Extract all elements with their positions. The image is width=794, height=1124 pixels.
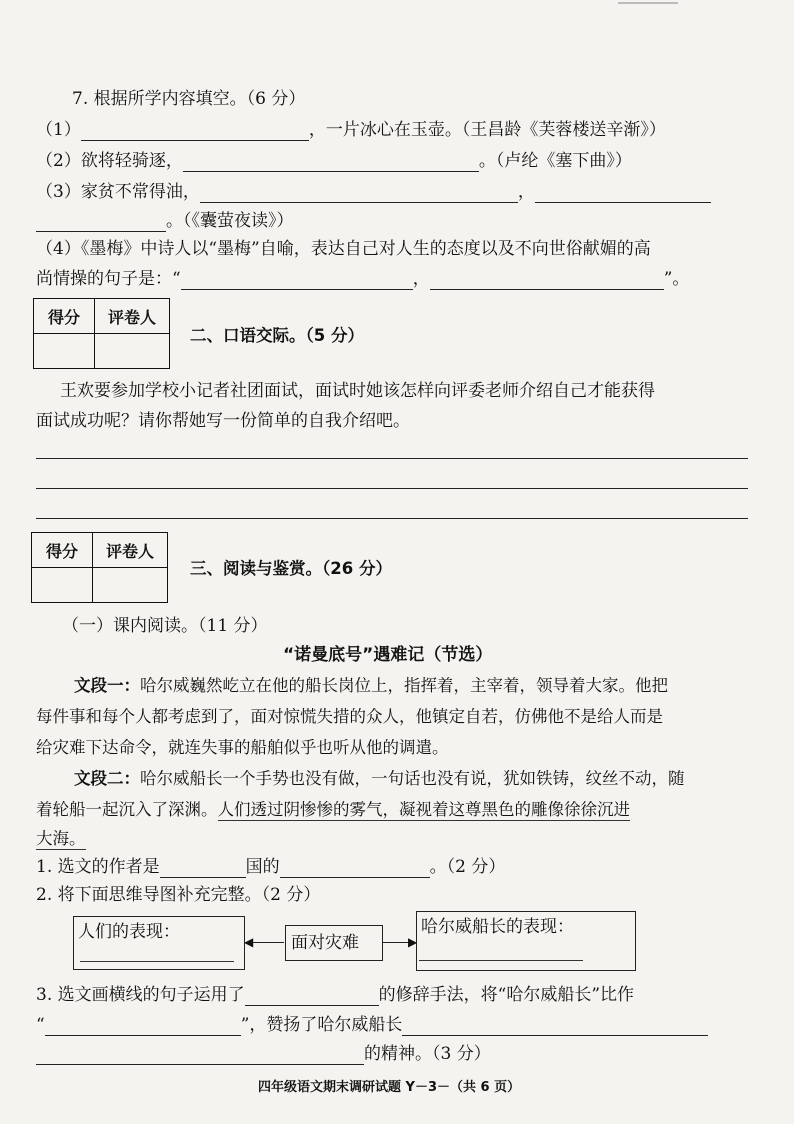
- s3-q3-line2: [36, 1014, 708, 1036]
- answer-blank[interactable]: [430, 271, 664, 290]
- q7-title: 7. 根据所学内容填空。（6 分）: [72, 89, 306, 109]
- passage2-line1: [74, 768, 685, 790]
- s3-q1-mid: 国的: [245, 857, 280, 877]
- q7-l3b-post: 。（《囊萤夜读》）: [166, 211, 294, 231]
- passage2-line2: [36, 799, 630, 821]
- answer-blank[interactable]: [183, 153, 479, 172]
- underlined-sentence-end: 大海。: [36, 829, 86, 848]
- arrow-left-head: ◀: [244, 935, 254, 949]
- passage1-line1: [74, 675, 668, 697]
- passage1-line2: 每件事和每个人都考虑到了，面对惊慌失措的众人，他镇定自若，仿佛他不是给人而是: [36, 707, 663, 726]
- arrow-left: [248, 942, 284, 943]
- s3-q2: 2. 将下面思维导图补充完整。（2 分）: [36, 885, 321, 905]
- score-header: 得分: [34, 299, 95, 334]
- mind-map-right-box: [416, 911, 636, 971]
- answer-blank[interactable]: [81, 122, 309, 141]
- s3-q3-line1: [36, 984, 634, 1006]
- passage2-text-a: 哈尔威船长一个手势也没有做，一句话也没有说，犹如铁铸，纹丝不动，随: [140, 769, 685, 788]
- mind-map-center-label: 面对灾难: [291, 933, 359, 953]
- score-table-section2: [33, 298, 170, 369]
- q7-l4b-pre: 尚情操的句子是：“: [36, 269, 181, 289]
- mind-map-right-label: 哈尔威船长的表现：: [421, 917, 574, 937]
- passage2-text-b: 着轮船一起沉入了深渊。: [36, 800, 218, 819]
- answer-blank[interactable]: [36, 1046, 364, 1065]
- grader-header: 评卷人: [93, 533, 168, 568]
- s3-q1-post: 。（2 分）: [429, 857, 506, 877]
- page-footer: 四年级语文期末调研试题 Y－3－（共 6 页）: [258, 1080, 521, 1095]
- arrow-right-head: ▶: [408, 935, 418, 949]
- s3-q1-pre: 1. 选文的作者是: [36, 857, 160, 877]
- answer-line[interactable]: [80, 961, 234, 962]
- q7-line4a: （4）《墨梅》中诗人以“墨梅”自喻，表达自己对人生的态度以及不向世俗献媚的高: [36, 239, 651, 259]
- s3-q3b-pre: “: [36, 1015, 45, 1035]
- q7-l3-mid: ，: [517, 182, 535, 202]
- grader-cell[interactable]: [93, 568, 168, 603]
- score-cell[interactable]: [32, 568, 93, 603]
- passage1-text-a: 哈尔威巍然屹立在他的船长岗位上，指挥着，主宰着，领导着大家。他把: [140, 676, 668, 695]
- q7-l3-pre: （3）家贫不常得油，: [36, 182, 200, 202]
- q7-l4b-post: ”。: [663, 269, 690, 289]
- mind-map-left-box: [73, 916, 245, 970]
- q7-line3: [36, 181, 711, 203]
- score-table-section3: [31, 532, 168, 603]
- q7-line1: [36, 119, 666, 141]
- section2-prompt-b: 面试成功呢？请你帮她写一份简单的自我介绍吧。: [36, 411, 410, 431]
- q7-line3b: [36, 210, 294, 232]
- underlined-sentence: 人们透过阴惨惨的雾气，凝视着这尊黑色的雕像徐徐沉进: [217, 800, 630, 819]
- q7-line2: [36, 150, 632, 172]
- writing-line[interactable]: [36, 488, 748, 489]
- grader-cell[interactable]: [95, 334, 170, 369]
- q7-l4b-mid: ，: [412, 269, 430, 289]
- answer-blank[interactable]: [245, 987, 379, 1006]
- answer-line[interactable]: [419, 960, 583, 961]
- answer-blank[interactable]: [36, 213, 166, 232]
- q7-line4b: [36, 268, 689, 290]
- s3-q3-post: 的修辞手法，将“哈尔威船长”比作: [378, 985, 635, 1005]
- s3-q3c-post: 的精神。（3 分）: [364, 1044, 491, 1064]
- q7-l1-pre: （1）: [36, 120, 81, 140]
- score-header: 得分: [32, 533, 93, 568]
- answer-blank[interactable]: [535, 184, 711, 203]
- passage2-label: 文段二：: [74, 769, 140, 788]
- q7-l1-post: ，一片冰心在玉壶。（王昌龄《芙蓉楼送辛渐》）: [308, 120, 666, 140]
- answer-blank[interactable]: [45, 1017, 241, 1036]
- passage1-label: 文段一：: [74, 676, 140, 695]
- s3-q1: [36, 856, 505, 878]
- writing-line[interactable]: [36, 518, 748, 519]
- s3-q3-pre: 3. 选文画横线的句子运用了: [36, 985, 245, 1005]
- s3-q3b-post: ”，赞扬了哈尔威船长: [240, 1015, 403, 1035]
- top-mark: [618, 2, 678, 4]
- passage-title: “诺曼底号”遇难记（节选）: [283, 645, 493, 665]
- section2-heading: 二、口语交际。（5 分）: [190, 326, 364, 345]
- s3-q3-line3: [36, 1043, 491, 1065]
- mind-map-center-box: [285, 925, 383, 961]
- answer-blank[interactable]: [160, 859, 246, 878]
- mind-map-left-label: 人们的表现：: [78, 922, 180, 942]
- section3-sub: （一）课内阅读。（11 分）: [62, 616, 268, 636]
- score-cell[interactable]: [34, 334, 95, 369]
- grader-header: 评卷人: [95, 299, 170, 334]
- section2-prompt-a: 王欢要参加学校小记者社团面试，面试时她该怎样向评委老师介绍自己才能获得: [60, 381, 655, 401]
- q7-l2-post: 。（卢纶《塞下曲》）: [478, 151, 632, 171]
- q7-l2-pre: （2）欲将轻骑逐，: [36, 151, 183, 171]
- answer-blank[interactable]: [200, 184, 518, 203]
- section3-heading: 三、阅读与鉴赏。（26 分）: [190, 559, 392, 578]
- answer-blank[interactable]: [280, 859, 430, 878]
- answer-blank[interactable]: [181, 271, 413, 290]
- passage1-line3: 给灾难下达命令，就连失事的船舶似乎也听从他的调遣。: [36, 738, 449, 757]
- answer-blank[interactable]: [402, 1017, 708, 1036]
- writing-line[interactable]: [36, 458, 748, 459]
- passage2-line3: [36, 828, 86, 850]
